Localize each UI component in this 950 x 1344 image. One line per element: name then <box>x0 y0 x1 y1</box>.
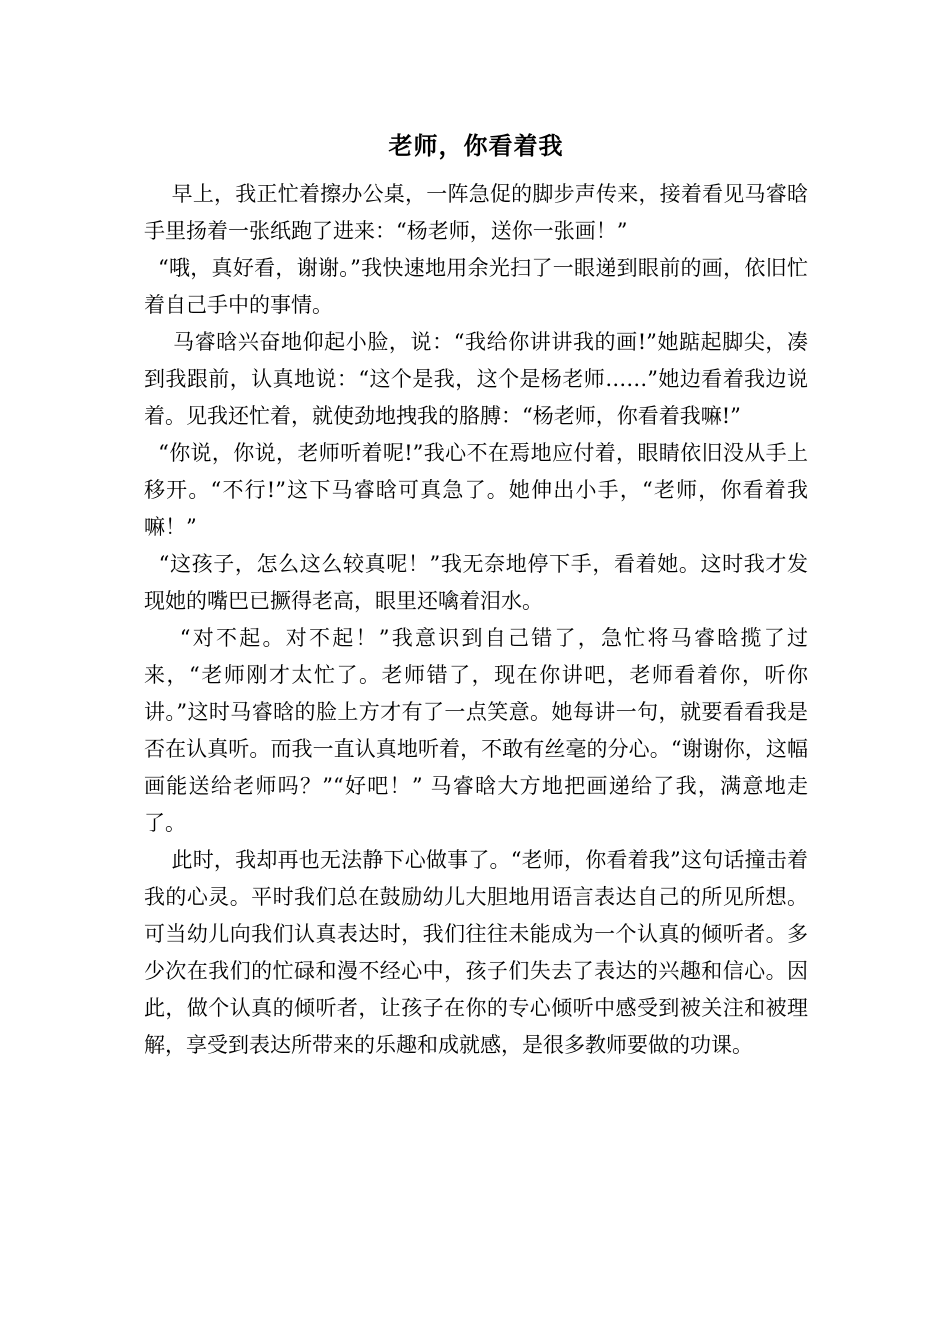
paragraph-5: “这孩子，怎么这么较真呢！”我无奈地停下手，看着她。这时我才发现她的嘴巴已撅得老高，眼里还噙着泪水。 <box>144 552 808 613</box>
paragraph-6: “对不起。对不起！”我意识到自己错了，急忙将马睿晗揽了过来，“老师刚才太忙了。老师错了，现在你讲吧，老师看着你，听你讲。”这时马睿晗的脸上方才有了一点笑意。她每讲一句，就要看看我是否在认真听。而我一直认真地听着，不敢有丝毫的分心。“谢谢你，这幅画能送给老师吗？”“好吧！” 马睿晗大方地把画递给了我，满意地走了。 <box>144 626 808 835</box>
paragraph-2: “哦，真好看，谢谢。”我快速地用余光扫了一眼递到眼前的画，依旧忙着自己手中的事情。 <box>144 256 808 317</box>
paragraph-3: 马睿晗兴奋地仰起小脸，说：“我给你讲讲我的画!”她踮起脚尖，凑到我跟前，认真地说：“这个是我，这个是杨老师……”她边看着我边说着。见我还忙着，就使劲地拽我的胳膊：“杨老师，你看着我嘛!” <box>144 330 808 428</box>
paragraph-4: “你说，你说，老师听着呢!”我心不在焉地应付着，眼睛依旧没从手上移开。“不行!”这下马睿晗可真急了。她伸出小手，“老师，你看着我嘛！” <box>144 441 808 539</box>
paragraph-7: 此时，我却再也无法静下心做事了。“老师，你看着我”这句话撞击着我的心灵。平时我们总在鼓励幼儿大胆地用语言表达自己的所见所想。可当幼儿向我们认真表达时，我们往往未能成为一个认真的倾听者。多少次在我们的忙碌和漫不经心中，孩子们失去了表达的兴趣和信心。因此，做个认真的倾听者，让孩子在你的专心倾听中感受到被关注和被理解，享受到表达所带来的乐趣和成就感，是很多教师要做的功课。 <box>144 848 808 1057</box>
paragraph-1: 早上，我正忙着擦办公桌，一阵急促的脚步声传来，接着看见马睿晗手里扬着一张纸跑了进来：“杨老师，送你一张画！” <box>144 182 809 243</box>
document-page <box>144 128 808 1064</box>
document-title: 老师，你看着我 <box>388 131 564 160</box>
